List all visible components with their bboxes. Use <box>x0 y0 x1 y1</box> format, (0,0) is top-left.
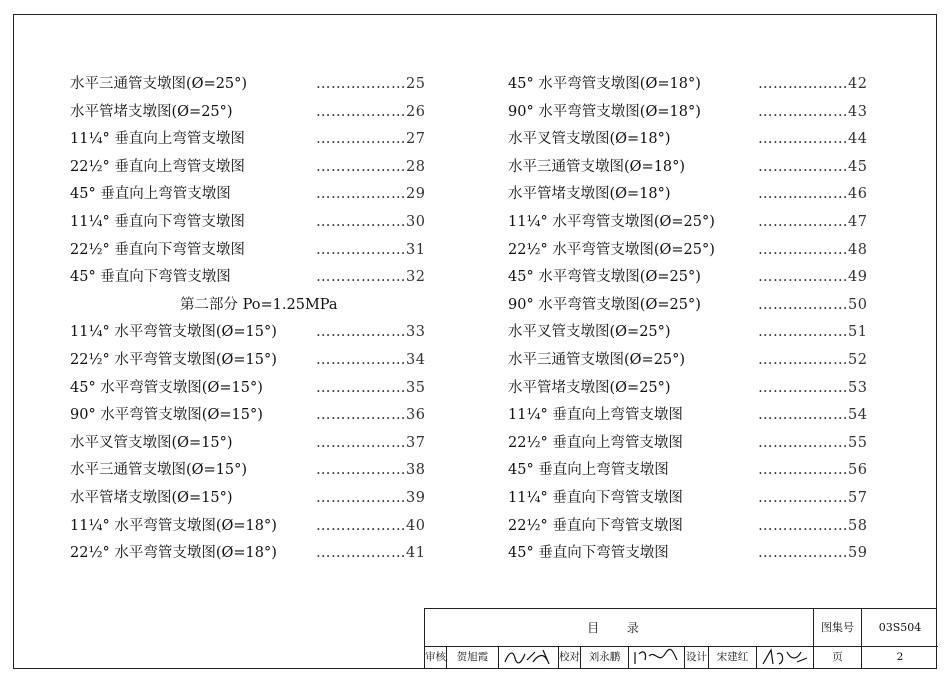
toc-entry-page: 34 <box>406 351 426 368</box>
sheet-title: 目 录 <box>425 609 814 647</box>
toc-entry <box>70 212 435 240</box>
toc-entry <box>70 240 435 268</box>
toc-entry-leader: ………………28 <box>316 158 426 175</box>
toc-entry-leader: ………………52 <box>758 351 868 368</box>
toc-entry <box>508 488 876 516</box>
checker-signature <box>629 646 685 669</box>
toc-entry-leader: ………………33 <box>316 324 426 341</box>
toc-entry <box>508 378 876 406</box>
toc-entry-page: 43 <box>848 103 868 120</box>
toc-entry <box>508 460 876 488</box>
toc-entry-title: 45° 水平弯管支墩图(Ø=18°) <box>508 76 701 92</box>
toc-entry-title: 45° 垂直向下弯管支墩图 <box>508 545 669 562</box>
toc-entry-leader: ………………44 <box>758 131 868 148</box>
toc-entry-title: 90° 水平弯管支墩图(Ø=15°) <box>70 407 263 424</box>
toc-entry-leader: ………………29 <box>316 186 426 203</box>
toc-entry-page: 45 <box>848 158 868 175</box>
toc-entry-leader: ………………41 <box>316 545 426 562</box>
toc-entry-leader: ………………30 <box>316 213 426 230</box>
toc-entry-leader: ………………55 <box>758 434 868 451</box>
toc-column-right <box>508 74 876 571</box>
page-label: 页 <box>814 646 862 669</box>
toc-entry-title: 水平管堵支墩图(Ø=25°) <box>508 379 671 396</box>
toc-entry-title: 22½° 垂直向上弯管支墩图 <box>508 434 683 451</box>
toc-entry-leader: ………………43 <box>758 103 868 120</box>
toc-entry-page: 42 <box>848 76 868 92</box>
toc-entry-leader: ………………47 <box>758 213 868 230</box>
toc-entry-title: 水平三通管支墩图(Ø=25°) <box>508 351 686 368</box>
toc-entry-leader: ………………58 <box>758 517 868 534</box>
toc-entry-leader: ………………57 <box>758 489 868 506</box>
design-label: 设计 <box>685 646 709 669</box>
toc-entry <box>508 129 876 157</box>
toc-entry <box>70 322 435 350</box>
toc-entry-page: 35 <box>406 379 426 396</box>
toc-entry-page: 44 <box>848 131 868 148</box>
toc-entry-page: 48 <box>848 241 868 258</box>
toc-entry-title: 11¼° 垂直向上弯管支墩图 <box>508 407 683 424</box>
toc-entry <box>508 157 876 185</box>
toc-entry-leader: ………………39 <box>316 489 426 506</box>
toc-entry-leader: ………………27 <box>316 131 426 148</box>
toc-entry <box>508 322 876 350</box>
toc-entry-title: 45° 水平弯管支墩图(Ø=25°) <box>508 269 701 286</box>
toc-entry-page: 32 <box>406 269 426 286</box>
toc-entry <box>70 433 435 461</box>
toc-entry <box>508 543 876 571</box>
toc-entry-title: 22½° 垂直向上弯管支墩图 <box>70 158 245 175</box>
toc-entry <box>70 543 435 571</box>
toc-entry-title: 22½° 垂直向下弯管支墩图 <box>70 241 245 258</box>
toc-entry <box>508 405 876 433</box>
toc-entry-leader: ………………31 <box>316 241 426 258</box>
toc-entry-page: 30 <box>406 213 426 230</box>
toc-entry-title: 11¼° 水平弯管支墩图(Ø=15°) <box>70 324 277 341</box>
toc-entry <box>70 157 435 185</box>
toc-entry <box>70 460 435 488</box>
toc-entry <box>70 184 435 212</box>
toc-entry <box>508 212 876 240</box>
toc-entry-page: 46 <box>848 186 868 203</box>
toc-entry-page: 26 <box>406 103 426 120</box>
toc-entry <box>508 102 876 130</box>
toc-entry-title: 45° 垂直向下弯管支墩图 <box>70 269 231 286</box>
toc-entry <box>70 267 435 295</box>
toc-entry-page: 54 <box>848 407 868 424</box>
toc-entry <box>70 405 435 433</box>
page-number: 2 <box>896 651 904 663</box>
toc-entry-page: 56 <box>848 462 868 479</box>
reviewer-signature <box>499 646 559 669</box>
toc-entry-page: 40 <box>406 517 426 534</box>
reviewer-name: 贺旭霞 <box>447 646 499 669</box>
atlas-no-label: 图集号 <box>814 609 862 647</box>
toc-entry-title: 90° 水平弯管支墩图(Ø=18°) <box>508 103 701 120</box>
toc-entry-leader: ………………53 <box>758 379 868 396</box>
toc-entry-title: 45° 水平弯管支墩图(Ø=15°) <box>70 379 263 396</box>
toc-entry-page: 50 <box>848 296 868 313</box>
toc-entry-leader: ………………37 <box>316 434 426 451</box>
toc-entry-page: 37 <box>406 434 426 451</box>
toc-entry-page: 38 <box>406 462 426 479</box>
toc-entry-title: 11¼° 水平弯管支墩图(Ø=25°) <box>508 213 715 230</box>
toc-entry-title: 水平管堵支墩图(Ø=15°) <box>70 489 233 506</box>
toc-entry <box>70 378 435 406</box>
toc-entry-title: 水平管堵支墩图(Ø=25°) <box>70 103 233 120</box>
toc-entry-page: 55 <box>848 434 868 451</box>
designer-signature <box>757 646 814 669</box>
toc-entry <box>508 295 876 323</box>
check-label: 校对 <box>559 646 581 669</box>
toc-entry-title: 水平叉管支墩图(Ø=15°) <box>70 434 233 451</box>
checker-name: 刘永鹏 <box>581 646 629 669</box>
title-block <box>424 608 937 669</box>
toc-entry-leader: ………………54 <box>758 407 868 424</box>
toc-entry <box>508 433 876 461</box>
toc-entry-page: 49 <box>848 269 868 286</box>
toc-entry-page: 31 <box>406 241 426 258</box>
toc-entry <box>508 74 876 102</box>
toc-entry <box>508 240 876 268</box>
toc-entry-title: 11¼° 垂直向下弯管支墩图 <box>508 489 683 506</box>
toc-entry-leader: ………………25 <box>316 76 426 92</box>
toc-entry-title: 11¼° 垂直向下弯管支墩图 <box>70 213 245 230</box>
toc-entry-leader: ………………32 <box>316 269 426 286</box>
toc-entry-leader: ………………46 <box>758 186 868 203</box>
toc-entry-leader: ………………48 <box>758 241 868 258</box>
toc-entry-leader: ………………45 <box>758 158 868 175</box>
toc-entry-page: 51 <box>848 324 868 341</box>
toc-entry-page: 59 <box>848 545 868 562</box>
toc-entry-title: 水平三通管支墩图(Ø=25°) <box>70 76 248 92</box>
toc-entry-title: 22½° 水平弯管支墩图(Ø=15°) <box>70 351 277 368</box>
toc-entry-title: 90° 水平弯管支墩图(Ø=25°) <box>508 296 701 313</box>
toc-entry-title: 45° 垂直向上弯管支墩图 <box>70 186 231 203</box>
toc-entry-leader: ………………56 <box>758 462 868 479</box>
toc-entry-title: 11¼° 水平弯管支墩图(Ø=18°) <box>70 517 277 534</box>
toc-entry-leader: ………………26 <box>316 103 426 120</box>
toc-column-left <box>70 74 435 571</box>
review-label: 审核 <box>425 646 447 669</box>
toc-entry <box>70 74 435 102</box>
toc-entry-title: 水平叉管支墩图(Ø=25°) <box>508 324 671 341</box>
toc-entry <box>70 488 435 516</box>
toc-entry-page: 27 <box>406 131 426 148</box>
toc-entry-page: 39 <box>406 489 426 506</box>
toc-entry-title: 水平三通管支墩图(Ø=18°) <box>508 158 686 175</box>
toc-entry <box>70 350 435 378</box>
toc-entry-page: 57 <box>848 489 868 506</box>
toc-entry-leader: ………………38 <box>316 462 426 479</box>
toc-entry <box>508 267 876 295</box>
toc-entry-leader: ………………42 <box>758 76 868 92</box>
toc-entry-title: 45° 垂直向上弯管支墩图 <box>508 462 669 479</box>
toc-entry-leader: ………………40 <box>316 517 426 534</box>
toc-entry-page: 53 <box>848 379 868 396</box>
toc-entry-page: 33 <box>406 324 426 341</box>
atlas-no: 03S504 <box>862 609 938 647</box>
toc-entry-page: 28 <box>406 158 426 175</box>
toc-entry-title: 11¼° 垂直向上弯管支墩图 <box>70 131 245 148</box>
toc-entry <box>70 102 435 130</box>
toc-entry <box>508 350 876 378</box>
toc-entry-leader: ………………50 <box>758 296 868 313</box>
toc-entry-page: 29 <box>406 186 426 203</box>
toc-entry-leader: ………………49 <box>758 269 868 286</box>
toc-entry-title: 水平叉管支墩图(Ø=18°) <box>508 131 671 148</box>
toc-entry <box>70 516 435 544</box>
toc-entry <box>508 184 876 212</box>
toc-entry-title: 22½° 垂直向下弯管支墩图 <box>508 517 683 534</box>
toc-entry-title: 水平三通管支墩图(Ø=15°) <box>70 462 248 479</box>
toc-entry-leader: ………………34 <box>316 351 426 368</box>
toc-entry <box>70 129 435 157</box>
toc-entry-leader: ………………59 <box>758 545 868 562</box>
section-heading <box>70 295 435 323</box>
toc-entry-page: 58 <box>848 517 868 534</box>
designer-name: 宋建红 <box>709 646 757 669</box>
toc-entry-title: 第二部分 Po=1.25MPa <box>180 296 338 313</box>
toc-entry-leader: ………………51 <box>758 324 868 341</box>
toc-entry-page: 41 <box>406 545 426 562</box>
toc-entry-leader: ………………35 <box>316 379 426 396</box>
toc-entry-title: 水平管堵支墩图(Ø=18°) <box>508 186 671 203</box>
toc-entry-title: 22½° 水平弯管支墩图(Ø=25°) <box>508 241 715 258</box>
toc-entry-title: 22½° 水平弯管支墩图(Ø=18°) <box>70 545 277 562</box>
toc-entry-page: 52 <box>848 351 868 368</box>
toc-entry-leader: ………………36 <box>316 407 426 424</box>
toc-entry-page: 47 <box>848 213 868 230</box>
toc-entry-page: 25 <box>406 76 426 92</box>
toc-entry-page: 36 <box>406 407 426 424</box>
toc-entry <box>508 516 876 544</box>
